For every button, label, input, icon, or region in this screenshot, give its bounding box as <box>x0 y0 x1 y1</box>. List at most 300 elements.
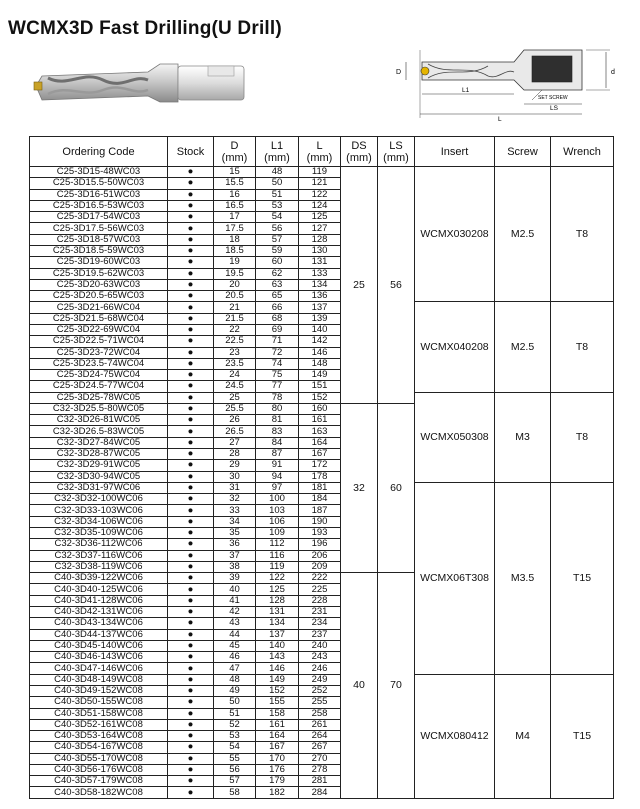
l-cell: 261 <box>299 719 341 730</box>
stock-cell: ● <box>168 234 214 245</box>
table-row <box>30 674 614 685</box>
schematic-label-set-screw: SET SCREW <box>538 95 568 101</box>
schematic-label-l1: L1 <box>462 87 470 94</box>
ordering-code-cell: C25-3D17-54WC03 <box>30 212 168 223</box>
stock-cell: ● <box>168 347 214 358</box>
wrench-group-cell: T15 <box>551 482 614 674</box>
d-cell: 50 <box>214 697 256 708</box>
ordering-code-cell: C32-3D38-119WC06 <box>30 561 168 572</box>
l1-cell: 158 <box>256 708 299 719</box>
d-cell: 17.5 <box>214 223 256 234</box>
table-row <box>30 482 614 493</box>
l1-cell: 164 <box>256 731 299 742</box>
l-cell: 149 <box>299 370 341 381</box>
l-cell: 187 <box>299 505 341 516</box>
l1-cell: 176 <box>256 764 299 775</box>
l-cell: 163 <box>299 426 341 437</box>
ordering-code-cell: C25-3D21.5-68WC04 <box>30 313 168 324</box>
l-cell: 278 <box>299 764 341 775</box>
l1-cell: 152 <box>256 685 299 696</box>
stock-cell: ● <box>168 415 214 426</box>
schematic-label-d-big: d <box>611 69 615 76</box>
ordering-code-cell: C40-3D51-158WC08 <box>30 708 168 719</box>
stock-cell: ● <box>168 573 214 584</box>
d-cell: 27 <box>214 437 256 448</box>
ordering-code-cell: C32-3D25.5-80WC05 <box>30 403 168 414</box>
l-cell: 258 <box>299 708 341 719</box>
stock-cell: ● <box>168 640 214 651</box>
ordering-code-cell: C25-3D22.5-71WC04 <box>30 336 168 347</box>
l1-cell: 50 <box>256 178 299 189</box>
l-cell: 243 <box>299 652 341 663</box>
header-l1: L1 (mm) <box>256 137 299 167</box>
screw-group-cell: M3.5 <box>495 482 551 674</box>
l1-cell: 75 <box>256 370 299 381</box>
stock-cell: ● <box>168 268 214 279</box>
d-cell: 16 <box>214 189 256 200</box>
ordering-code-cell: C40-3D57-179WC08 <box>30 776 168 787</box>
ordering-code-cell: C32-3D26-81WC05 <box>30 415 168 426</box>
ordering-code-cell: C25-3D19.5-62WC03 <box>30 268 168 279</box>
ordering-code-cell: C32-3D34-106WC06 <box>30 516 168 527</box>
d-cell: 25.5 <box>214 403 256 414</box>
spec-table <box>29 136 614 799</box>
l1-cell: 72 <box>256 347 299 358</box>
stock-cell: ● <box>168 189 214 200</box>
l-cell: 139 <box>299 313 341 324</box>
ordering-code-cell: C25-3D15.5-50WC03 <box>30 178 168 189</box>
stock-cell: ● <box>168 550 214 561</box>
ordering-code-cell: C25-3D16.5-53WC03 <box>30 200 168 211</box>
l1-cell: 66 <box>256 302 299 313</box>
l-cell: 134 <box>299 279 341 290</box>
l-cell: 137 <box>299 302 341 313</box>
l1-cell: 63 <box>256 279 299 290</box>
l-cell: 178 <box>299 471 341 482</box>
l1-cell: 59 <box>256 245 299 256</box>
ordering-code-cell: C40-3D53-164WC08 <box>30 731 168 742</box>
ls-group-cell: 70 <box>378 573 415 799</box>
header-d: D (mm) <box>214 137 256 167</box>
d-cell: 30 <box>214 471 256 482</box>
ordering-code-cell: C32-3D31-97WC06 <box>30 482 168 493</box>
ordering-code-cell: C40-3D58-182WC08 <box>30 787 168 798</box>
stock-cell: ● <box>168 494 214 505</box>
d-cell: 24.5 <box>214 381 256 392</box>
l1-cell: 140 <box>256 640 299 651</box>
l1-cell: 170 <box>256 753 299 764</box>
l-cell: 255 <box>299 697 341 708</box>
l-cell: 160 <box>299 403 341 414</box>
l-cell: 151 <box>299 381 341 392</box>
l1-cell: 112 <box>256 539 299 550</box>
stock-cell: ● <box>168 719 214 730</box>
stock-cell: ● <box>168 561 214 572</box>
d-cell: 15.5 <box>214 178 256 189</box>
ds-group-cell: 25 <box>341 167 378 404</box>
ordering-code-cell: C32-3D28-87WC05 <box>30 449 168 460</box>
l-cell: 267 <box>299 742 341 753</box>
stock-cell: ● <box>168 279 214 290</box>
wrench-group-cell: T8 <box>551 302 614 392</box>
l-cell: 119 <box>299 167 341 178</box>
d-cell: 33 <box>214 505 256 516</box>
ordering-code-cell: C25-3D24.5-77WC04 <box>30 381 168 392</box>
d-cell: 26 <box>214 415 256 426</box>
l-cell: 172 <box>299 460 341 471</box>
ordering-code-cell: C25-3D18.5-59WC03 <box>30 245 168 256</box>
stock-cell: ● <box>168 685 214 696</box>
l1-cell: 65 <box>256 291 299 302</box>
insert-group-cell: WCMX06T308 <box>415 482 495 674</box>
d-cell: 57 <box>214 776 256 787</box>
l1-cell: 57 <box>256 234 299 245</box>
stock-cell: ● <box>168 302 214 313</box>
l-cell: 281 <box>299 776 341 787</box>
d-cell: 35 <box>214 528 256 539</box>
insert-group-cell: WCMX050308 <box>415 392 495 482</box>
ordering-code-cell: C25-3D20-63WC03 <box>30 279 168 290</box>
l1-cell: 125 <box>256 584 299 595</box>
l1-cell: 128 <box>256 595 299 606</box>
ordering-code-cell: C25-3D22-69WC04 <box>30 324 168 335</box>
l1-cell: 54 <box>256 212 299 223</box>
ordering-code-cell: C40-3D40-125WC06 <box>30 584 168 595</box>
table-row <box>30 302 614 313</box>
l1-cell: 146 <box>256 663 299 674</box>
stock-cell: ● <box>168 708 214 719</box>
stock-cell: ● <box>168 584 214 595</box>
stock-cell: ● <box>168 460 214 471</box>
ordering-code-cell: C40-3D48-149WC08 <box>30 674 168 685</box>
d-cell: 18.5 <box>214 245 256 256</box>
l1-cell: 161 <box>256 719 299 730</box>
screw-group-cell: M2.5 <box>495 167 551 302</box>
table-body <box>30 167 614 799</box>
l1-cell: 155 <box>256 697 299 708</box>
l1-cell: 116 <box>256 550 299 561</box>
ordering-code-cell: C40-3D52-161WC08 <box>30 719 168 730</box>
d-cell: 31 <box>214 482 256 493</box>
l-cell: 234 <box>299 618 341 629</box>
drill-photo <box>28 58 248 118</box>
ordering-code-cell: C25-3D15-48WC03 <box>30 167 168 178</box>
d-cell: 20 <box>214 279 256 290</box>
l-cell: 246 <box>299 663 341 674</box>
ds-group-cell: 40 <box>341 573 378 799</box>
l-cell: 249 <box>299 674 341 685</box>
ordering-code-cell: C40-3D42-131WC06 <box>30 606 168 617</box>
insert-group-cell: WCMX030208 <box>415 167 495 302</box>
header-l: L (mm) <box>299 137 341 167</box>
l-cell: 193 <box>299 528 341 539</box>
stock-cell: ● <box>168 731 214 742</box>
stock-cell: ● <box>168 381 214 392</box>
l-cell: 130 <box>299 245 341 256</box>
stock-cell: ● <box>168 753 214 764</box>
ordering-code-cell: C40-3D41-128WC06 <box>30 595 168 606</box>
l1-cell: 83 <box>256 426 299 437</box>
l1-cell: 97 <box>256 482 299 493</box>
l1-cell: 77 <box>256 381 299 392</box>
d-cell: 40 <box>214 584 256 595</box>
l-cell: 146 <box>299 347 341 358</box>
ordering-code-cell: C40-3D56-176WC08 <box>30 764 168 775</box>
ordering-code-cell: C32-3D26.5-83WC05 <box>30 426 168 437</box>
d-cell: 25 <box>214 392 256 403</box>
l-cell: 284 <box>299 787 341 798</box>
ordering-code-cell: C32-3D37-116WC06 <box>30 550 168 561</box>
l-cell: 140 <box>299 324 341 335</box>
l-cell: 161 <box>299 415 341 426</box>
ordering-code-cell: C25-3D18-57WC03 <box>30 234 168 245</box>
l1-cell: 182 <box>256 787 299 798</box>
d-cell: 39 <box>214 573 256 584</box>
l-cell: 167 <box>299 449 341 460</box>
header-screw: Screw <box>495 137 551 167</box>
l1-cell: 106 <box>256 516 299 527</box>
l-cell: 127 <box>299 223 341 234</box>
stock-cell: ● <box>168 167 214 178</box>
d-cell: 54 <box>214 742 256 753</box>
d-cell: 32 <box>214 494 256 505</box>
ds-group-cell: 32 <box>341 403 378 572</box>
ordering-code-cell: C25-3D25-78WC05 <box>30 392 168 403</box>
ordering-code-cell: C32-3D33-103WC06 <box>30 505 168 516</box>
l-cell: 133 <box>299 268 341 279</box>
ordering-code-cell: C25-3D20.5-65WC03 <box>30 291 168 302</box>
l1-cell: 71 <box>256 336 299 347</box>
l-cell: 128 <box>299 234 341 245</box>
l1-cell: 109 <box>256 528 299 539</box>
header-stock: Stock <box>168 137 214 167</box>
stock-cell: ● <box>168 313 214 324</box>
l1-cell: 134 <box>256 618 299 629</box>
l-cell: 225 <box>299 584 341 595</box>
d-cell: 48 <box>214 674 256 685</box>
l-cell: 142 <box>299 336 341 347</box>
stock-cell: ● <box>168 358 214 369</box>
l1-cell: 69 <box>256 324 299 335</box>
d-cell: 23 <box>214 347 256 358</box>
d-cell: 21.5 <box>214 313 256 324</box>
l1-cell: 122 <box>256 573 299 584</box>
stock-cell: ● <box>168 403 214 414</box>
stock-cell: ● <box>168 324 214 335</box>
stock-cell: ● <box>168 742 214 753</box>
d-cell: 18 <box>214 234 256 245</box>
l1-cell: 103 <box>256 505 299 516</box>
d-cell: 52 <box>214 719 256 730</box>
stock-cell: ● <box>168 787 214 798</box>
l1-cell: 68 <box>256 313 299 324</box>
wrench-group-cell: T8 <box>551 167 614 302</box>
l1-cell: 78 <box>256 392 299 403</box>
screw-group-cell: M2.5 <box>495 302 551 392</box>
header-ds: DS (mm) <box>341 137 378 167</box>
stock-cell: ● <box>168 697 214 708</box>
l1-cell: 87 <box>256 449 299 460</box>
table-row <box>30 167 614 178</box>
stock-cell: ● <box>168 663 214 674</box>
ordering-code-cell: C40-3D46-143WC06 <box>30 652 168 663</box>
l-cell: 164 <box>299 437 341 448</box>
d-cell: 15 <box>214 167 256 178</box>
l-cell: 125 <box>299 212 341 223</box>
l-cell: 228 <box>299 595 341 606</box>
stock-cell: ● <box>168 212 214 223</box>
l-cell: 124 <box>299 200 341 211</box>
d-cell: 28 <box>214 449 256 460</box>
l1-cell: 80 <box>256 403 299 414</box>
ordering-code-cell: C25-3D17.5-56WC03 <box>30 223 168 234</box>
table-header-row <box>30 137 614 167</box>
ordering-code-cell: C32-3D32-100WC06 <box>30 494 168 505</box>
d-cell: 58 <box>214 787 256 798</box>
d-cell: 22 <box>214 324 256 335</box>
ls-group-cell: 56 <box>378 167 415 404</box>
d-cell: 43 <box>214 618 256 629</box>
ordering-code-cell: C40-3D50-155WC08 <box>30 697 168 708</box>
stock-cell: ● <box>168 426 214 437</box>
l-cell: 121 <box>299 178 341 189</box>
d-cell: 22.5 <box>214 336 256 347</box>
l-cell: 190 <box>299 516 341 527</box>
l-cell: 237 <box>299 629 341 640</box>
l-cell: 136 <box>299 291 341 302</box>
ls-group-cell: 60 <box>378 403 415 572</box>
l-cell: 252 <box>299 685 341 696</box>
stock-cell: ● <box>168 539 214 550</box>
l-cell: 152 <box>299 392 341 403</box>
header-ordering-code: Ordering Code <box>30 137 168 167</box>
stock-cell: ● <box>168 437 214 448</box>
d-cell: 49 <box>214 685 256 696</box>
d-cell: 26.5 <box>214 426 256 437</box>
l-cell: 231 <box>299 606 341 617</box>
l1-cell: 94 <box>256 471 299 482</box>
l1-cell: 91 <box>256 460 299 471</box>
header-insert: Insert <box>415 137 495 167</box>
stock-cell: ● <box>168 482 214 493</box>
ordering-code-cell: C32-3D36-112WC06 <box>30 539 168 550</box>
l1-cell: 131 <box>256 606 299 617</box>
d-cell: 37 <box>214 550 256 561</box>
d-cell: 38 <box>214 561 256 572</box>
schematic-label-l: L <box>498 116 502 122</box>
d-cell: 24 <box>214 370 256 381</box>
stock-cell: ● <box>168 370 214 381</box>
stock-cell: ● <box>168 336 214 347</box>
d-cell: 23.5 <box>214 358 256 369</box>
insert-group-cell: WCMX080412 <box>415 674 495 798</box>
l1-cell: 81 <box>256 415 299 426</box>
ordering-code-cell: C25-3D19-60WC03 <box>30 257 168 268</box>
l-cell: 184 <box>299 494 341 505</box>
l1-cell: 137 <box>256 629 299 640</box>
l-cell: 222 <box>299 573 341 584</box>
screw-group-cell: M3 <box>495 392 551 482</box>
drill-schematic <box>392 46 628 122</box>
ordering-code-cell: C40-3D45-140WC06 <box>30 640 168 651</box>
d-cell: 19 <box>214 257 256 268</box>
ordering-code-cell: C32-3D35-109WC06 <box>30 528 168 539</box>
l1-cell: 60 <box>256 257 299 268</box>
stock-cell: ● <box>168 449 214 460</box>
d-cell: 42 <box>214 606 256 617</box>
stock-cell: ● <box>168 652 214 663</box>
page-title: WCMX3D Fast Drilling(U Drill) <box>8 18 282 39</box>
l-cell: 122 <box>299 189 341 200</box>
ordering-code-cell: C40-3D39-122WC06 <box>30 573 168 584</box>
stock-cell: ● <box>168 178 214 189</box>
header-wrench: Wrench <box>551 137 614 167</box>
stock-cell: ● <box>168 223 214 234</box>
stock-cell: ● <box>168 629 214 640</box>
stock-cell: ● <box>168 291 214 302</box>
l-cell: 206 <box>299 550 341 561</box>
ordering-code-cell: C32-3D30-94WC05 <box>30 471 168 482</box>
d-cell: 51 <box>214 708 256 719</box>
stock-cell: ● <box>168 764 214 775</box>
stock-cell: ● <box>168 505 214 516</box>
l1-cell: 167 <box>256 742 299 753</box>
d-cell: 29 <box>214 460 256 471</box>
l1-cell: 100 <box>256 494 299 505</box>
d-cell: 16.5 <box>214 200 256 211</box>
d-cell: 44 <box>214 629 256 640</box>
stock-cell: ● <box>168 471 214 482</box>
l-cell: 181 <box>299 482 341 493</box>
l-cell: 240 <box>299 640 341 651</box>
stock-cell: ● <box>168 392 214 403</box>
d-cell: 46 <box>214 652 256 663</box>
l1-cell: 62 <box>256 268 299 279</box>
ordering-code-cell: C40-3D54-167WC08 <box>30 742 168 753</box>
l1-cell: 48 <box>256 167 299 178</box>
d-cell: 41 <box>214 595 256 606</box>
ordering-code-cell: C40-3D47-146WC06 <box>30 663 168 674</box>
ordering-code-cell: C40-3D49-152WC08 <box>30 685 168 696</box>
stock-cell: ● <box>168 595 214 606</box>
stock-cell: ● <box>168 674 214 685</box>
stock-cell: ● <box>168 245 214 256</box>
ordering-code-cell: C25-3D21-66WC04 <box>30 302 168 313</box>
table-row <box>30 392 614 403</box>
l1-cell: 51 <box>256 189 299 200</box>
l1-cell: 179 <box>256 776 299 787</box>
stock-cell: ● <box>168 200 214 211</box>
l-cell: 196 <box>299 539 341 550</box>
d-cell: 45 <box>214 640 256 651</box>
stock-cell: ● <box>168 257 214 268</box>
d-cell: 47 <box>214 663 256 674</box>
l-cell: 264 <box>299 731 341 742</box>
l1-cell: 149 <box>256 674 299 685</box>
ordering-code-cell: C25-3D24-75WC04 <box>30 370 168 381</box>
l1-cell: 74 <box>256 358 299 369</box>
wrench-group-cell: T15 <box>551 674 614 798</box>
stock-cell: ● <box>168 618 214 629</box>
l-cell: 131 <box>299 257 341 268</box>
l1-cell: 119 <box>256 561 299 572</box>
screw-group-cell: M4 <box>495 674 551 798</box>
d-cell: 21 <box>214 302 256 313</box>
ordering-code-cell: C32-3D27-84WC05 <box>30 437 168 448</box>
schematic-label-d-small: D <box>396 69 402 76</box>
ordering-code-cell: C40-3D44-137WC06 <box>30 629 168 640</box>
wrench-group-cell: T8 <box>551 392 614 482</box>
